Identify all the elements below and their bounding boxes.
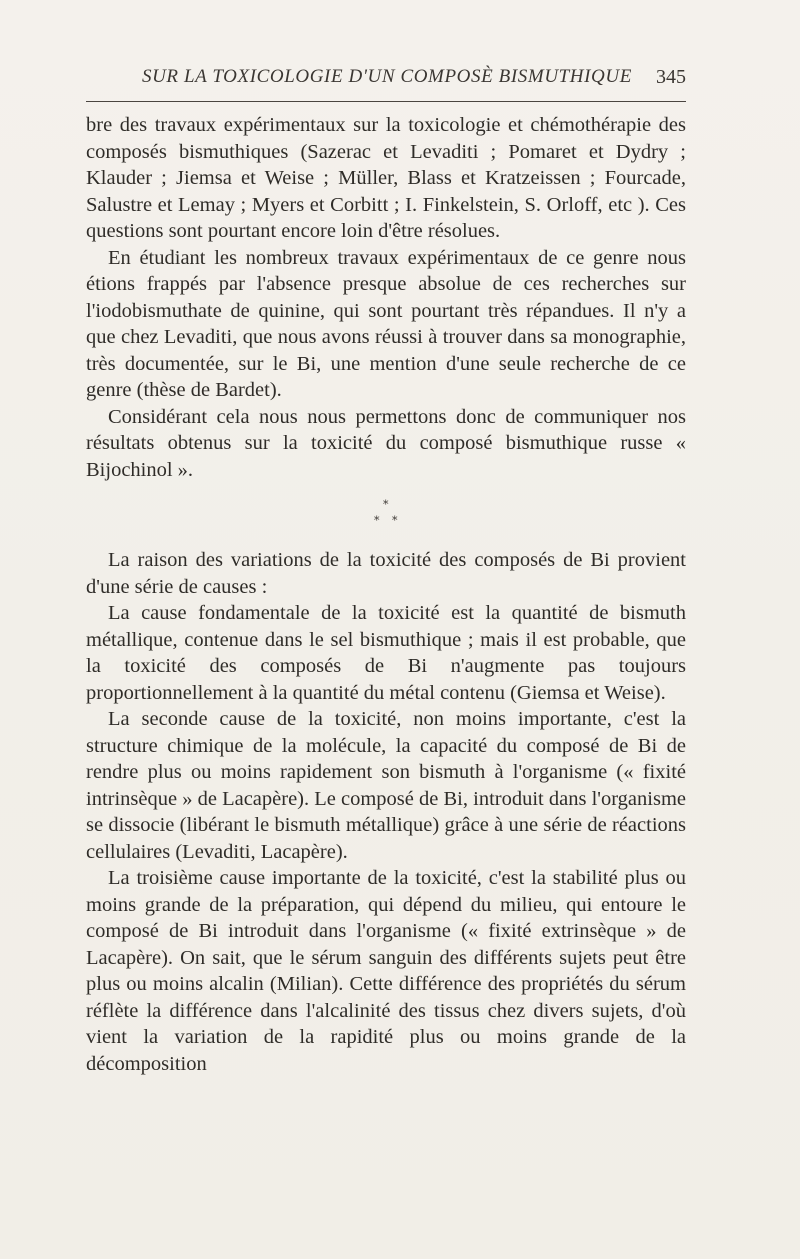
section-separator <box>86 483 686 547</box>
paragraph-third-cause: La troisième cause importante de la toxicité, c'est la stabilité plus ou moins grande de la préparation, qui dépend du milieu, qui entoure le composé de Bi introduit dans l'organisme (« fixité extrinsèque » de Lacapère). On sait, que le sérum sanguin des différents sujets peut être plus ou moins alcalin (Milian). Cette différence des propriétés du sérum réflète la différence dans l'alcalinité des tissus chez divers sujets, d'où vient la variation de la rapidité plus ou moins grande de la décomposition <box>86 867 686 1075</box>
page-header <box>86 66 686 96</box>
asterism-star-right: * <box>392 514 398 527</box>
running-title: SUR LA TOXICOLOGIE D'UN COMPOSÈ BISMUTHIQUE <box>142 66 632 87</box>
asterism <box>373 497 403 533</box>
paragraph-second-cause: La seconde cause de la toxicité, non moins importante, c'est la structure chimique de la molécule, la capacité du composé de Bi de rendre plus ou moins rapidement son bismuth à l'organisme (« fixité intrinsèque » de Lacapère). Le composé de Bi, introduit dans l'organisme se dissocie (libérant le bismuth métallique) grâce à une série de réactions cellulaires (Levaditi, Lacapère). <box>86 708 686 863</box>
page-number: 345 <box>656 66 686 88</box>
paragraph-first-cause: La cause fondamentale de la toxicité est la quantité de bismuth métallique, contenue dans le sel bismuthique ; mais il est probable, que la toxicité des composés de Bi n'augmente pas toujours proportionnellement à la quantité du métal contenu (Giemsa et Weise). <box>86 602 686 704</box>
paragraph-continued: bre des travaux expérimentaux sur la toxicologie et chémothérapie des composés bismuthiques (Sazerac et Levaditi ; Pomaret et Dydry ; Klauder ; Jiemsa et Weise ; Müller, Blass et Kratzeissen ; Fourcade, Salustre et Lemay ; Myers et Corbitt ; I. Finkelstein, S. Orloff, etc ). Ces questions sont pourtant encore loin d'être résolues. <box>86 114 686 242</box>
header-rule <box>86 101 686 102</box>
asterism-star-top: * <box>383 498 389 511</box>
page-body <box>86 112 686 1077</box>
paragraph-research-gap: En étudiant les nombreux travaux expérimentaux de ce genre nous étions frappés par l'absence presque absolue de ces recherches sur l'iodobismuthate de quinine, qui sont pourtant très répandues. Il n'y a que chez Levaditi, que nous avons réussi à trouver dans sa monographie, très documentée, sur le Bi, une mention d'une seule recherche de ce genre (thèse de Bardet). <box>86 246 686 401</box>
paragraph-bijochinol: Considérant cela nous nous permettons donc de communiquer nos résultats obtenus sur la toxicité du composé bismuthique russe « Bijochinol ». <box>86 405 686 481</box>
asterism-star-left: * <box>374 514 380 527</box>
paragraph-causes-intro: La raison des variations de la toxicité des composés de Bi provient d'une série de causes : <box>86 549 686 598</box>
